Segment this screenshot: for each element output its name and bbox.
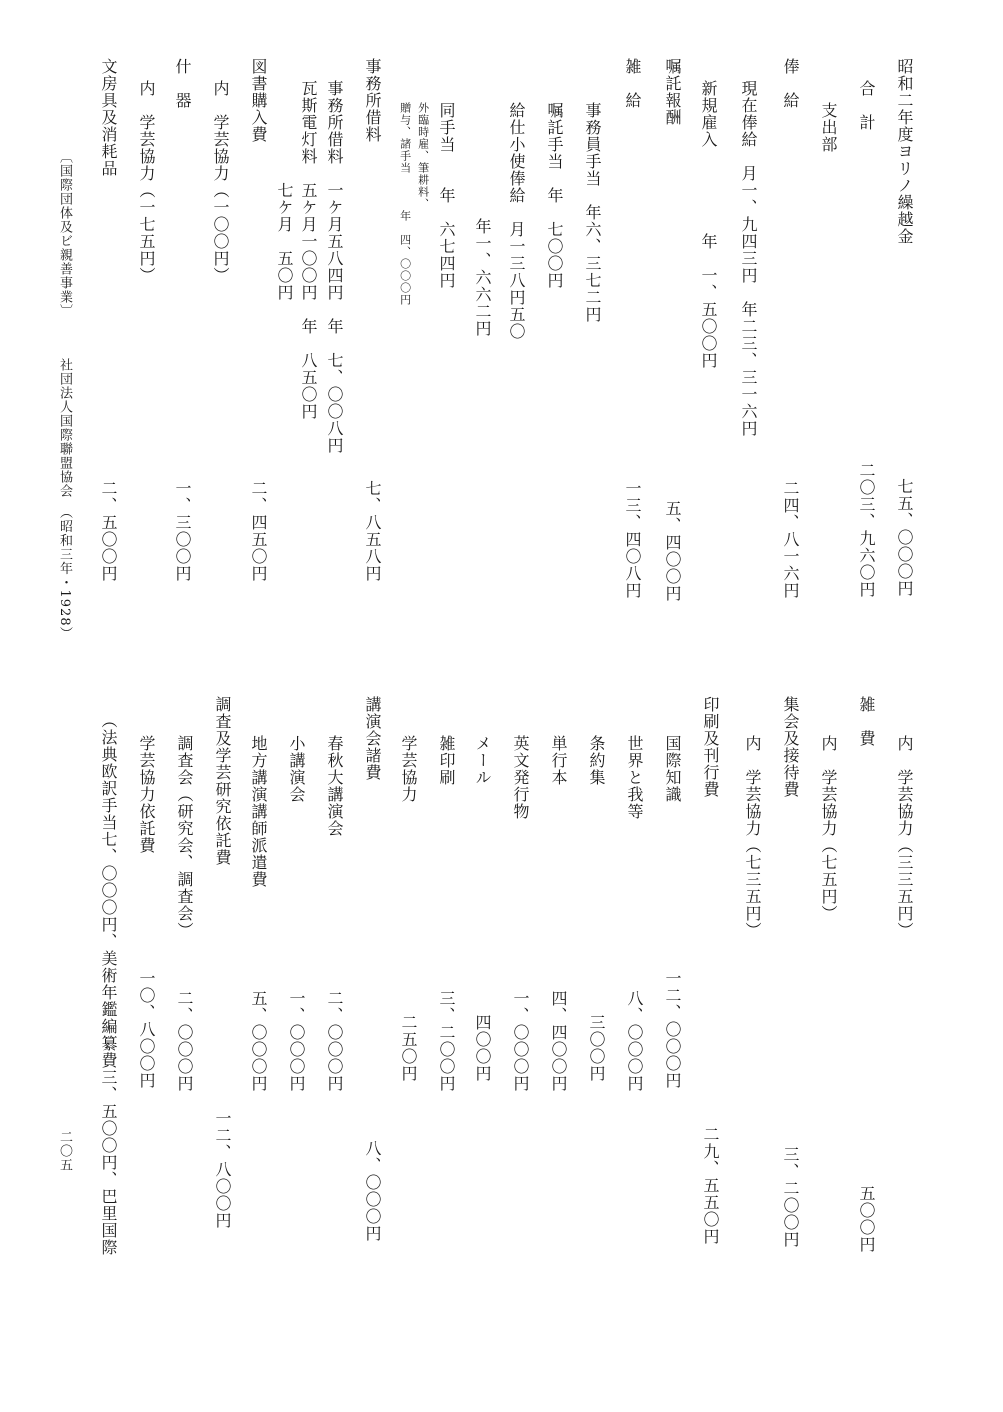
- lower-row-19-sub: 二、〇〇〇円: [175, 990, 194, 1092]
- upper-row-18-label: 七ケ月 五〇円: [275, 182, 294, 301]
- lower-row-0-label: 内 学芸協力（三三五円）: [895, 735, 914, 939]
- upper-row-7-label: 雑 給: [623, 58, 642, 109]
- lower-row-20-label: 学芸協力依託費: [137, 735, 156, 854]
- lower-row-5-label: 印刷及刊行費: [701, 696, 720, 798]
- lower-row-21-label: （法典欧訳手当七、〇〇〇円、美術年鑑編纂費三、五〇〇円、巴里国際: [99, 712, 118, 1256]
- upper-row-3-amount: 二四、八一六円: [781, 480, 800, 599]
- lower-row-1-total: 五〇〇円: [857, 1185, 876, 1253]
- lower-row-14-label: 講演会諸費: [363, 696, 382, 781]
- lower-row-7-label: 世界と我等: [625, 735, 644, 820]
- lower-row-13-label: 学芸協力: [399, 735, 418, 803]
- upper-row-1-label: 合 計: [857, 80, 876, 131]
- lower-row-12-label: 雑印刷: [437, 735, 456, 786]
- upper-row-12-label: 同手当 年 六七四円: [437, 102, 456, 289]
- lower-row-7-sub: 八、〇〇〇円: [625, 990, 644, 1092]
- lower-row-18-total: 一二、八〇〇円: [213, 1110, 232, 1229]
- lower-row-6-label: 国際知識: [663, 735, 682, 803]
- upper-row-15-label: 事務所借料: [363, 58, 382, 143]
- upper-row-14-label: 贈与、諸手当 年 四、〇〇〇円: [398, 102, 412, 306]
- lower-row-3-total: 三、二〇〇円: [781, 1146, 800, 1248]
- upper-row-7-amount: 一三、四〇八円: [623, 480, 642, 599]
- lower-row-12-sub: 三、二〇〇円: [437, 990, 456, 1092]
- lower-row-19-label: 調査会（研究会、調査会）: [175, 735, 194, 939]
- page-number: 二〇五: [57, 1130, 72, 1172]
- lower-row-15-sub: 二、〇〇〇円: [325, 990, 344, 1092]
- upper-row-13-label: 外臨時雇、筆耕料、: [416, 102, 430, 210]
- lower-row-13-sub: 二五〇円: [399, 1014, 418, 1082]
- section-title: 〔国際団体及ビ親善事業〕: [57, 150, 72, 318]
- lower-row-15-label: 春秋大講演会: [325, 735, 344, 837]
- lower-row-11-sub: 四〇〇円: [473, 1014, 492, 1082]
- lower-row-10-sub: 一、〇〇〇円: [511, 990, 530, 1092]
- upper-row-23-label: 文房具及消耗品: [99, 58, 118, 177]
- lower-row-18-label: 調査及学芸研究依託費: [213, 696, 232, 866]
- upper-row-21-label: 什 器: [173, 58, 192, 109]
- upper-row-10-label: 給仕小使俸給 月一三八円五〇: [507, 102, 526, 340]
- upper-row-20-label: 内 学芸協力（一〇〇円）: [211, 80, 230, 284]
- upper-row-6-amount: 五、四〇〇円: [663, 500, 682, 602]
- upper-row-5-label: 新規雇入 年 一、五〇〇円: [699, 80, 718, 369]
- lower-row-9-label: 単行本: [549, 735, 568, 786]
- lower-row-5-total: 二九、五五〇円: [701, 1126, 720, 1245]
- lower-row-9-sub: 四、四〇〇円: [549, 990, 568, 1092]
- upper-row-3-label: 俸 給: [781, 58, 800, 109]
- lower-row-3-label: 集会及接待費: [781, 696, 800, 798]
- lower-row-6-sub: 一二、〇〇〇円: [663, 970, 682, 1089]
- upper-row-4-label: 現在俸給 月一、九四三円 年二三、三一六円: [739, 80, 758, 437]
- lower-row-2-label: 内 学芸協力（七五円）: [819, 735, 838, 922]
- lower-row-16-label: 小講演会: [287, 735, 306, 803]
- publisher-note: 社団法人国際聯盟協会 （昭和三年・1928）: [57, 358, 72, 641]
- upper-row-23-amount: 二、五〇〇円: [99, 480, 118, 582]
- lower-row-11-label: メール: [473, 735, 492, 786]
- upper-row-0-amount: 七五、〇〇〇円: [895, 478, 914, 597]
- upper-row-16-label: 事務所借料 一ケ月五八四円 年 七、〇〇八円: [325, 80, 344, 454]
- lower-row-20-sub: 一〇、八〇〇円: [137, 970, 156, 1089]
- lower-row-8-sub: 三〇〇円: [587, 1014, 606, 1082]
- upper-row-15-amount: 七、八五八円: [363, 480, 382, 582]
- upper-row-22-label: 内 学芸協力（一七五円）: [137, 80, 156, 284]
- lower-row-4-label: 内 学芸協力（七三五円）: [743, 735, 762, 939]
- upper-row-2-label: 支出部: [819, 102, 838, 153]
- lower-row-17-label: 地方講演講師派遣費: [249, 735, 268, 888]
- upper-row-21-amount: 一、三〇〇円: [173, 480, 192, 582]
- lower-row-16-sub: 一、〇〇〇円: [287, 990, 306, 1092]
- upper-row-11-label: 年一、六六二円: [473, 218, 492, 337]
- upper-row-0-label: 昭和二年度ヨリノ繰越金: [895, 58, 914, 245]
- lower-row-10-label: 英文発行物: [511, 735, 530, 820]
- lower-row-14-total: 八、〇〇〇円: [363, 1140, 382, 1242]
- upper-row-6-label: 嘱託報酬: [663, 58, 682, 126]
- lower-row-17-sub: 五、〇〇〇円: [249, 990, 268, 1092]
- lower-row-8-label: 条約集: [587, 735, 606, 786]
- upper-row-17-label: 瓦斯電灯料 五ケ月一〇〇円 年 八五〇円: [299, 80, 318, 420]
- upper-row-9-label: 嘱託手当 年 七〇〇円: [545, 102, 564, 289]
- upper-row-19-amount: 二、四五〇円: [249, 480, 268, 582]
- upper-row-1-amount: 二〇三、九六〇円: [857, 462, 876, 598]
- upper-row-8-label: 事務員手当 年六、三七二円: [583, 102, 602, 323]
- lower-row-1-label: 雑 費: [857, 696, 876, 747]
- upper-row-19-label: 図書購入費: [249, 58, 268, 143]
